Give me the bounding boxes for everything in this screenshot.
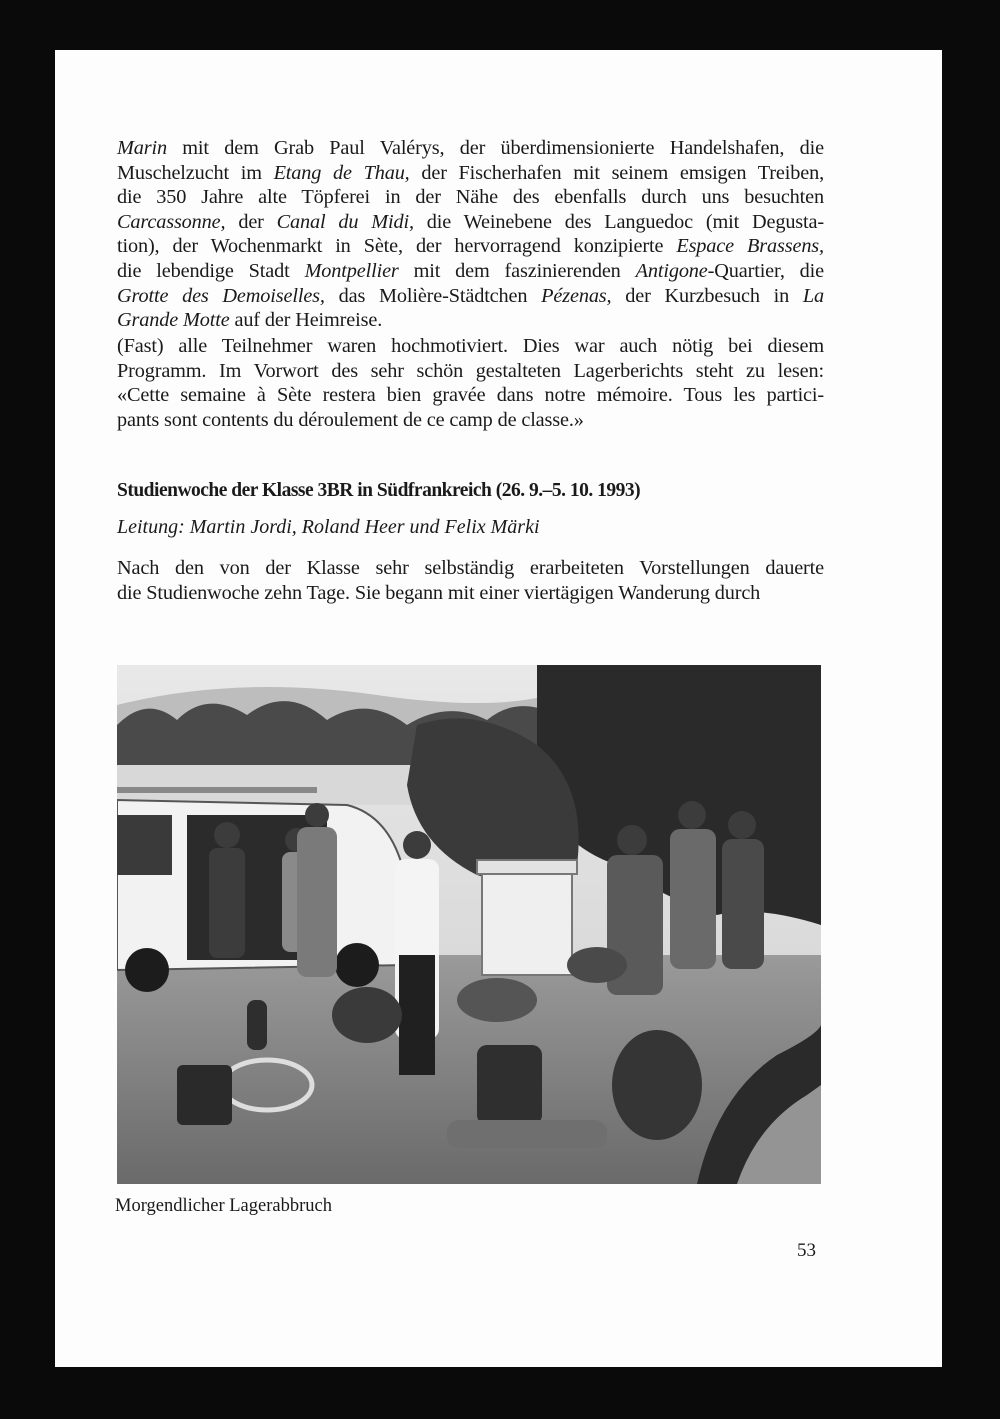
- text-line: Marin mit dem Grab Paul Valérys, der überdimensionierte Handelshafen, die: [117, 137, 824, 159]
- text-line: die 350 Jahre alte Töpferei in der Nähe des ebenfalls durch uns besuchten: [117, 186, 824, 209]
- text-line: tion), der Wochenmarkt in Sète, der hervorragend konzipierte Espace Brassens,: [117, 235, 824, 258]
- text-line: «Cette semaine à Sète restera bien gravée dans notre mémoire. Tous les partici-: [117, 384, 824, 407]
- text-line: Grande Motte auf der Heimreise.: [117, 309, 383, 332]
- page-number: 53: [797, 1240, 816, 1261]
- text-line: Programm. Im Vorwort des sehr schön gestalteten Lagerberichts steht zu lesen:: [117, 359, 824, 382]
- camp-photo-image: [117, 665, 821, 1184]
- camp-photo: [117, 665, 821, 1184]
- text-line: Carcassonne, der Canal du Midi, die Weinebene des Languedoc (mit Degusta-: [117, 210, 824, 233]
- text-line: Grotte des Demoiselles, das Molière-Städtchen Pézenas, der Kurzbesuch in La: [117, 284, 824, 307]
- section-leaders: Leitung: Martin Jordi, Roland Heer und Felix Märki: [117, 516, 540, 538]
- document-page: [55, 50, 942, 1367]
- paragraph-motivation-quote: [117, 334, 824, 432]
- text-line: pants sont contents du déroulement de ce camp de classe.»: [117, 408, 584, 431]
- text-line: Muschelzucht im Etang de Thau, der Fischerhafen mit seinem emsigen Treiben,: [117, 161, 824, 184]
- text-line: (Fast) alle Teilnehmer waren hochmotiviert. Dies war auch nötig bei diesem: [117, 335, 824, 357]
- paragraph-study-week-intro: [117, 556, 824, 605]
- text-line: Nach den von der Klasse sehr selbständig erarbeiteten Vorstellungen dauerte: [117, 557, 824, 579]
- photo-caption: Morgendlicher Lagerabbruch: [115, 1196, 332, 1216]
- section-heading: Studienwoche der Klasse 3BR in Südfrankreich (26. 9.–5. 10. 1993): [117, 480, 641, 501]
- text-line: die Studienwoche zehn Tage. Sie begann mit einer viertägigen Wanderung durch: [117, 581, 761, 604]
- paragraph-sites-visited: [117, 136, 824, 333]
- text-line: die lebendige Stadt Montpellier mit dem faszinierenden Antigone-Quartier, die: [117, 259, 824, 282]
